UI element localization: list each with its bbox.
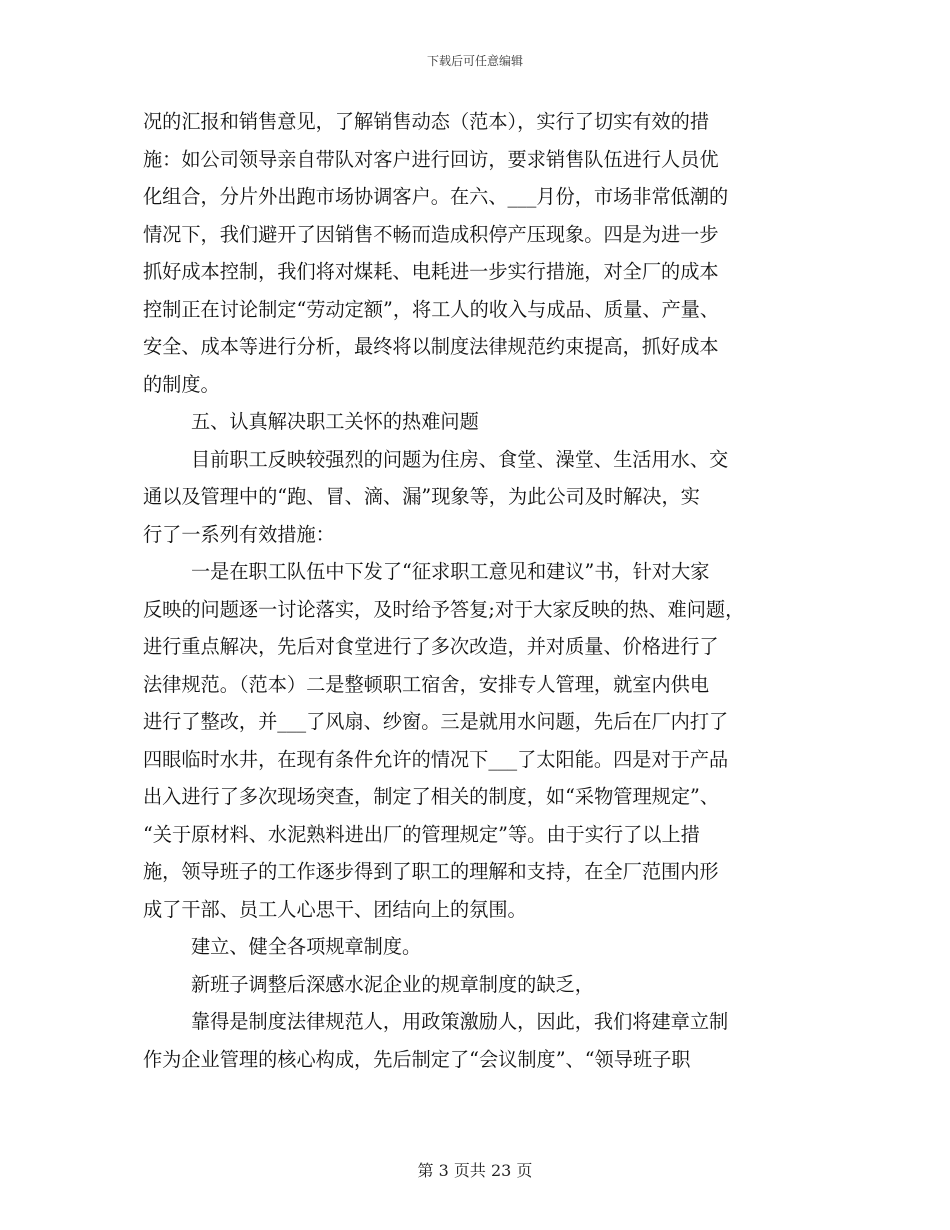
- text-line: 成了干部、员工人心思干、团结向上的氛围。: [143, 897, 527, 921]
- text-line: 进行重点解决，先后对食堂进行了多次改造，并对质量、价格进行了: [143, 635, 719, 658]
- text-line: 化组合，分片外出跑市场协调客户。在六、___月份，市场非常低潮的: [143, 185, 729, 208]
- text-line: 作为企业管理的核心构成，先后制定了“会议制度”、“领导班子职: [143, 1047, 691, 1071]
- text-line: 况的汇报和销售意见，了解销售动态（范本），实行了切实有效的措: [143, 110, 710, 133]
- document-body: [143, 103, 813, 1078]
- text-line: 新班子调整后深感水泥企业的规章制度的缺乏，: [191, 972, 594, 996]
- text-line: 抓好成本控制，我们将对煤耗、电耗进一步实行措施，对全厂的成本: [143, 260, 719, 283]
- text-line: 情况下，我们避开了因销售不畅而造成积停产压现象。四是为进一步: [143, 222, 719, 246]
- text-line: 施：如公司领导亲自带队对客户进行回访，要求销售队伍进行人员优: [143, 147, 719, 171]
- text-line: 一是在职工队伍中下发了“征求职工意见和建议”书，针对大家: [191, 560, 710, 583]
- text-line: “关于原材料、水泥熟料进出厂的管理规定”等。由于实行了以上措: [143, 822, 700, 846]
- page-header: 下载后可任意编辑: [426, 54, 523, 68]
- text-line: 进行了整改，并___了风扇、纱窗。三是就用水问题，先后在厂内打了: [143, 710, 729, 733]
- text-line: 反映的问题逐一讨论落实，及时给予答复;对于大家反映的热、难问题，: [143, 597, 745, 621]
- section-heading: 五、认真解决职工关怀的热难问题: [191, 410, 479, 433]
- text-line: 出入进行了多次现场突查，制定了相关的制度，如“采物管理规定”、: [143, 785, 720, 808]
- page-number-footer: 第 3 页共 23 页: [417, 1161, 533, 1180]
- text-line: 施，领导班子的工作逐步得到了职工的理解和支持，在全厂范围内形: [143, 860, 719, 883]
- section-heading: 建立、健全各项规章制度。: [191, 935, 422, 958]
- text-line: 目前职工反映较强烈的问题为住房、食堂、澡堂、生活用水、交: [191, 447, 729, 471]
- text-line: 控制正在讨论制定“劳动定额”，将工人的收入与成品、质量、产量、: [143, 297, 720, 321]
- text-line: 安全、成本等进行分析，最终将以制度法律规范约束提高，抓好成本: [143, 335, 719, 358]
- text-line: 四眼临时水井，在现有条件允许的情况下___了太阳能。四是对于产品: [143, 747, 729, 771]
- text-line: 行了一系列有效措施：: [143, 522, 335, 546]
- text-line: 的制度。: [143, 372, 220, 396]
- text-line: 法律规范。（范本）二是整顿职工宿舍，安排专人管理，就室内供电: [143, 672, 710, 696]
- text-line: 靠得是制度法律规范人，用政策激励人，因此，我们将建章立制: [191, 1010, 729, 1033]
- text-line: 通以及管理中的“跑、冒、滴、漏”现象等，为此公司及时解决，实: [143, 485, 700, 508]
